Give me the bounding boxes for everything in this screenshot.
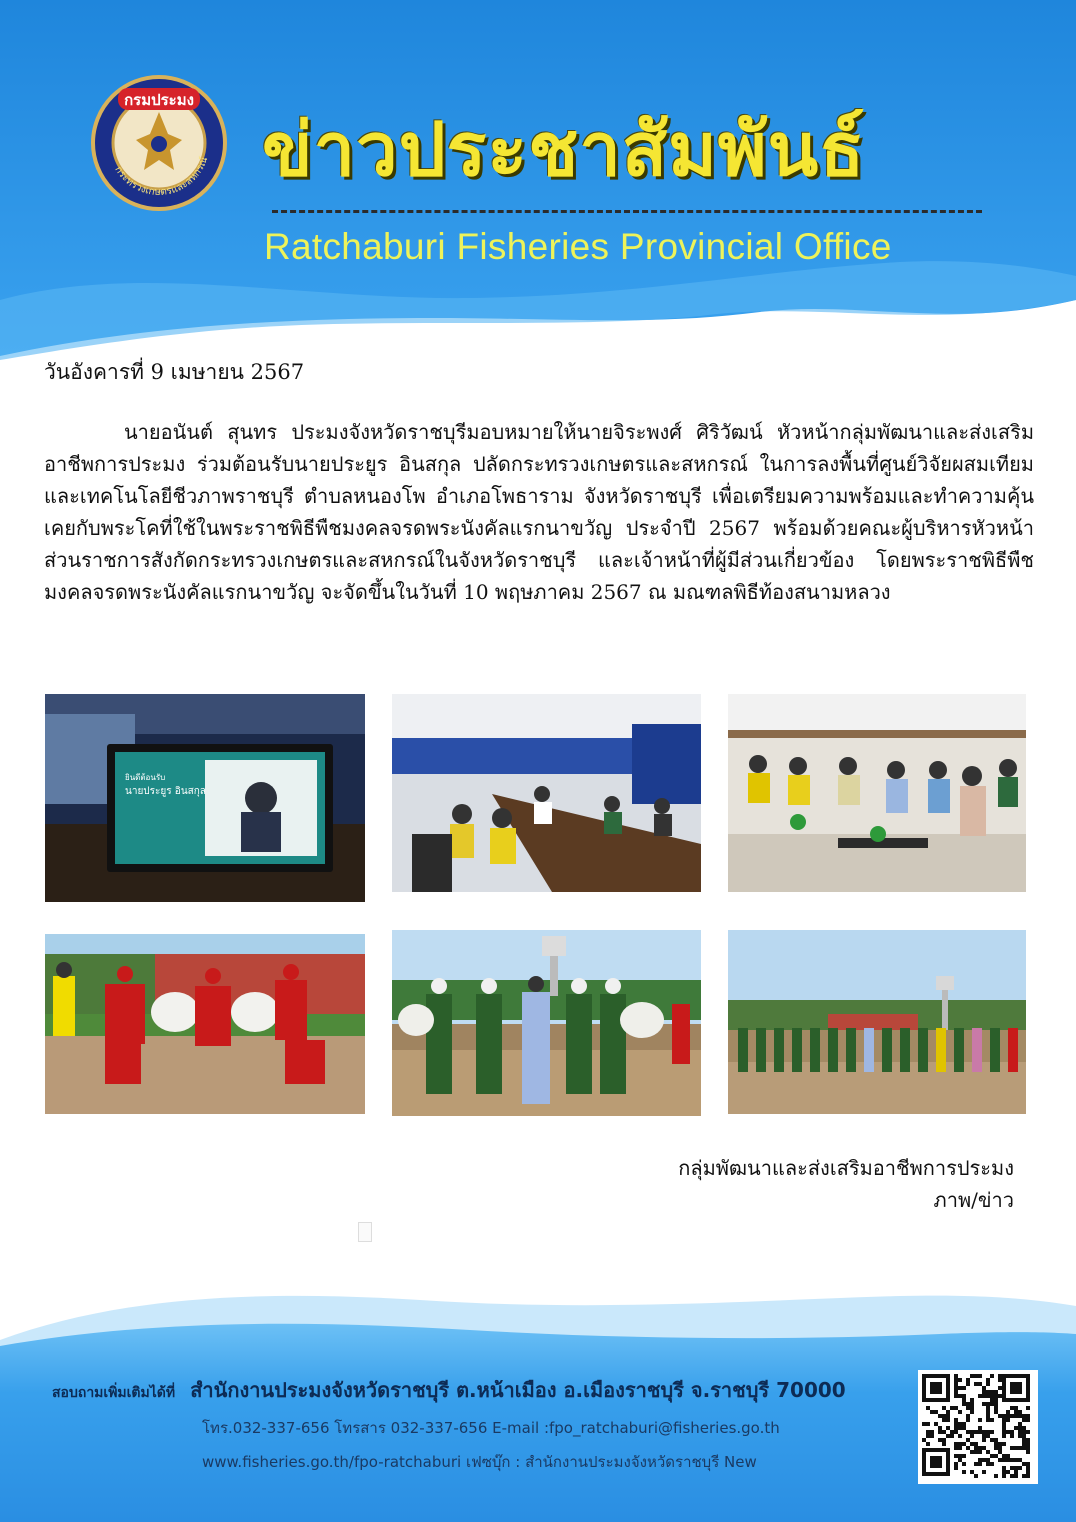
footer-contact [52,1374,846,1406]
stray-mark [358,1222,372,1242]
news-credit [678,1152,1014,1216]
photo-meeting-room [392,694,701,892]
fisheries-department-logo [90,74,228,212]
photo-meeting-screen [45,694,365,902]
news-body: นายอนันต์ สุนทร ประมงจังหวัดราชบุรีมอบหมายให้นายจิระพงศ์ ศิริวัฒน์ หัวหน้ากลุ่มพัฒนาและส่งเสริมอาชีพการประมง ร่วมต้อนรับนายประยูร อินสกุล ปลัดกระทรวงเกษตรและสหกรณ์ ในการลงพื้นที่ศูนย์วิจัยผสมเทียมและเทคโนโลยีชีวภาพราชบุรี ตำบลหนองโพ อำเภอโพธาราม จังหวัดราชบุรี เพื่อเตรียมความพร้อมและทำความคุ้นเคยกับพระโคที่ใช้ในพระราชพิธีพืชมงคลจรดพระนังคัลแรกนาขวัญ ประจำปี 2567 พร้อมด้วยคณะผู้บริหารหัวหน้าส่วนราชการสังกัดกระทรวงเกษตรและสหกรณ์ในจังหวัดราชบุรี และเจ้าหน้าที่ผู้มีส่วนเกี่ยวข้อง โดยพระราชพิธีพืชมงคลจรดพระนังคัลแรกนาขวัญ จะจัดขึ้นในวันที่ 10 พฤษภาคม 2567 ณ มณฑลพิธีท้องสนามหลวง [44,420,1034,604]
credit-department: กลุ่มพัฒนาและส่งเสริมอาชีพการประมง [678,1156,1014,1180]
photo-officials-group [392,930,701,1116]
screen-text-welcome: ยินดีต้อนรับ [125,773,166,782]
page-title: ข่าวประชาสัมพันธ์ [262,107,866,193]
photo-audience [728,694,1026,892]
contact-phone-email: โทร.032-337-656 โทรสาร 032-337-656 E-mail :fpo_ratchaburi@fisheries.go.th [202,1419,780,1437]
office-address: สำนักงานประมงจังหวัดราชบุรี ต.หน้าเมือง อ.เมืองราชบุรี จ.ราชบุรี 70000 [190,1378,846,1402]
qr-code [918,1370,1038,1484]
screen-text-name: นายประยูร อินสกุล [125,786,206,797]
photo-group-lineup [728,930,1026,1114]
logo-text-ring: กระทรวงเกษตรและสหกรณ์ [112,155,211,199]
contact-label: สอบถามเพิ่มเติมได้ที่ [52,1385,176,1401]
news-date: วันอังคารที่ 9 เมษายน 2567 [44,360,305,384]
photo-sacred-oxen [45,934,365,1114]
title-divider [272,210,982,213]
credit-role: ภาพ/ข่าว [933,1188,1014,1212]
office-name: Ratchaburi Fisheries Provincial Office [264,226,892,267]
contact-web-facebook: www.fisheries.go.th/fpo-ratchaburi เฟซบุ๊ก : สำนักงานประมงจังหวัดราชบุรี New [202,1453,757,1471]
logo-text-top: กรมประมง [124,91,194,109]
